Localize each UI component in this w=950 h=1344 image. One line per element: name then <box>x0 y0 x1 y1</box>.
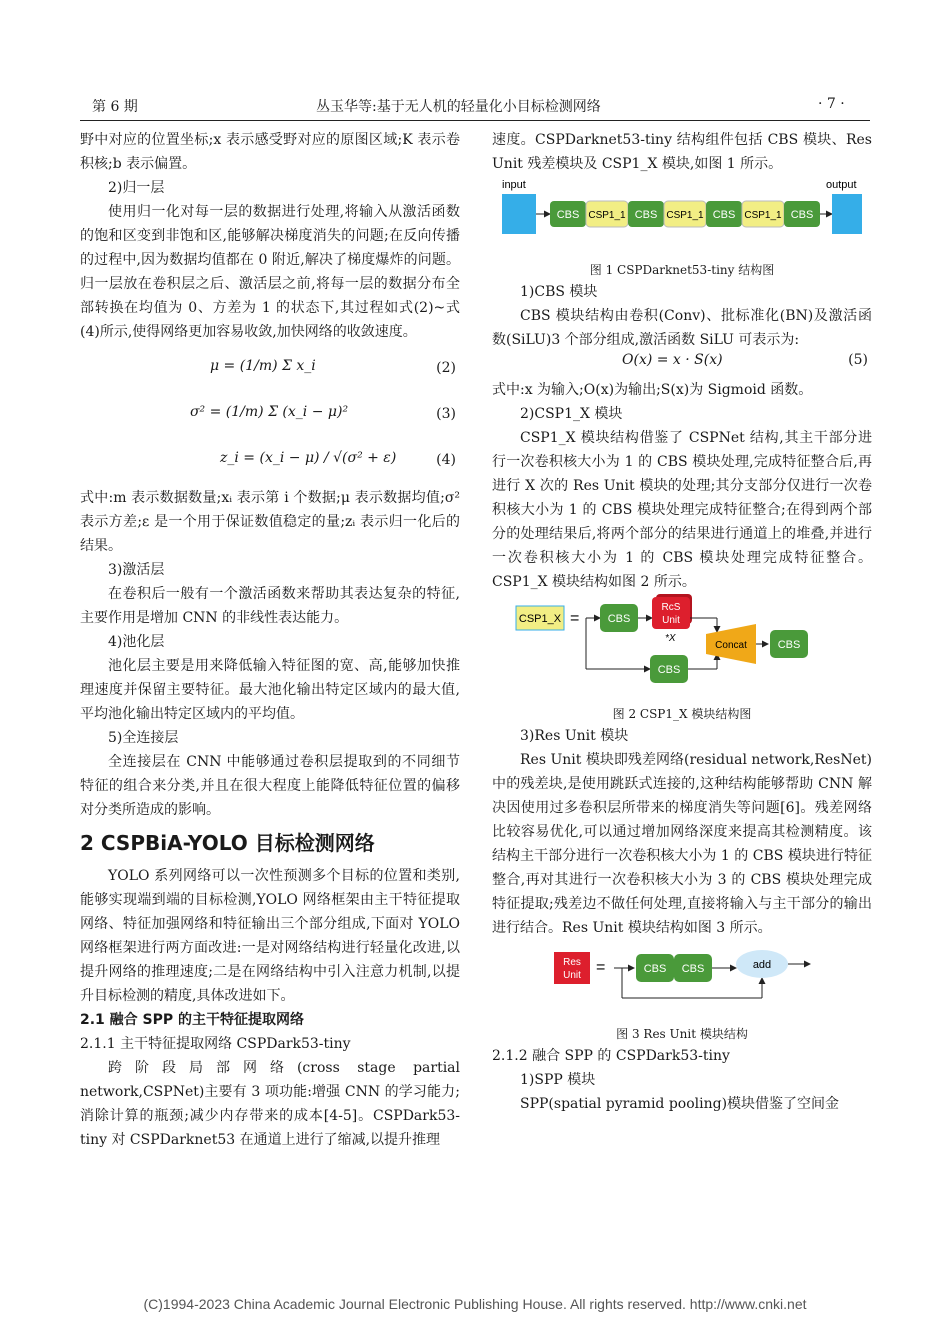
figure-text: CBS <box>790 209 814 221</box>
equation-number: (2) <box>436 360 456 376</box>
paragraph: 野中对应的位置坐标;x 表示感受野对应的原图区域;K 表示卷积核;b 表示偏置。 <box>80 132 460 172</box>
equation-2 <box>80 348 460 394</box>
figure-text: CSP1_1 <box>666 210 704 221</box>
subsubsection-title: 2.1.1 主干特征提取网络 CSPDark53-tiny <box>80 1036 351 1052</box>
figure-text: CBS <box>556 209 580 221</box>
subsection-heading: 3)激活层 <box>108 562 165 578</box>
subsection-title: 2.1 融合 SPP 的主干特征提取网络 <box>80 1012 305 1028</box>
equation-3 <box>80 394 460 440</box>
figure-caption: 图 3 Res Unit 模块结构 <box>616 1027 748 1041</box>
figure-text: CBS <box>634 209 658 221</box>
figure-text: Unit <box>662 615 680 626</box>
figure-text: CBS <box>681 963 705 975</box>
figure-text: *X <box>665 633 676 644</box>
paragraph: CSP1_X 模块结构借鉴了 CSPNet 结构,其主干部分进行一次卷积核大小为 1 的 CBS 模块处理,完成特征整合后,再进行 X 次的 Res Unit 模块的处理;其分支部分仅进行一次卷积核大小为 1 的 CBS 模块处理完成特征整合;在得到两个部分的处理结果后,将两个部分的结果进行通道上的堆叠,并进行一次卷积核大小为 1 的 CBS 模块处理完成特征整合。CSP1_X 模块结构如图 2 所示。 <box>492 430 872 590</box>
figure-text: CSP1_X <box>518 613 562 625</box>
figure-text: Unit <box>563 970 581 981</box>
left-column <box>80 128 460 1152</box>
paragraph: 式中:m 表示数据数量;xᵢ 表示第 i 个数据;μ 表示数据均值;σ² 表示方差;ε 是一个用于保证数值稳定的量;zᵢ 表示归一化后的结果。 <box>80 490 460 554</box>
figure-text: CSP1_1 <box>744 210 782 221</box>
right-column <box>492 128 872 1116</box>
output-block <box>832 194 862 234</box>
page-number: · 7 · <box>818 96 845 112</box>
equation-number: (4) <box>436 452 456 468</box>
figure-text: CBS <box>712 209 736 221</box>
figure-text: add <box>752 959 772 971</box>
paragraph: Res Unit 模块即残差网络(residual network,ResNet)中的残差块,是使用跳跃式连接的,这种结构能够帮助 CNN 解决因使用过多卷积层所带来的梯度消失等问题[6]。残差网络比较容易优化,可以通过增加网络深度来提高其检测精度。该结构主干部分进行一次卷积核大小为 1 的 CBS 模块进行特征整合,再对其进行一次卷积核大小为 3 的 CBS 模块处理完成特征提取;残差边不做任何处理,直接将输入与主干部分的输出进行结合。Res Unit 模块结构如图 3 所示。 <box>492 752 872 936</box>
figure-text: CBS <box>777 639 801 651</box>
subsection-heading: 3)Res Unit 模块 <box>520 728 629 744</box>
paragraph: 全连接层在 CNN 中能够通过卷积层提取到的不同细节特征的组合来分类,并且在很大程度上能降低特征位置的偏移对分类所造成的影响。 <box>80 754 460 818</box>
equation-4 <box>80 440 460 486</box>
equation-body: μ = (1/m) Σ x_i <box>210 358 316 374</box>
figure-text: input <box>502 179 526 191</box>
subsection-heading: 1)SPP 模块 <box>520 1072 596 1088</box>
subsection-heading: 2)CSP1_X 模块 <box>520 406 623 422</box>
subsection-heading: 5)全连接层 <box>108 730 179 746</box>
figure-caption: 图 2 CSP1_X 模块结构图 <box>612 707 752 721</box>
equation-body: σ² = (1/m) Σ (x_i − μ)² <box>190 404 349 420</box>
paragraph: 跨阶段局部网络(cross stage partial network,CSPNet)主要有 3 项功能:增强 CNN 的学习能力;消除计算的瓶颈;减少内存带来的成本[4-5]。CSPDark53-tiny 对 CSPDarknet53 在通道上进行了缩减,以提升推理 <box>80 1060 460 1148</box>
equation-number: (3) <box>436 406 456 422</box>
figure-text: Res <box>563 957 581 968</box>
paragraph: 在卷积后一般有一个激活函数来帮助其表达复杂的特征,主要作用是增加 CNN 的非线性表达能力。 <box>80 586 460 626</box>
equation-number: (5) <box>848 352 868 368</box>
header-rule <box>80 120 870 121</box>
figure-text: Concat <box>715 640 747 651</box>
paragraph: 速度。CSPDarknet53-tiny 结构组件包括 CBS 模块、Res Unit 残差模块及 CSP1_X 模块,如图 1 所示。 <box>492 132 872 172</box>
subsection-heading: 4)池化层 <box>108 634 165 650</box>
input-block <box>502 194 536 234</box>
equation-body: O(x) = x · S(x) <box>622 352 723 368</box>
figure-1-diagram <box>492 176 872 256</box>
figure-text: = <box>570 610 580 627</box>
issue-number: 第 6 期 <box>92 99 138 115</box>
paragraph: YOLO 系列网络可以一次性预测多个目标的位置和类别,能够实现端到端的目标检测,YOLO 网络框架由主干特征提取网络、特征加强网络和特征输出三个部分组成,下面对 YOLO 网络框架进行两方面改进:一是对网络结构进行轻量化改进,以提升网络的推理速度;二是在网络结构中引入注意力机制,以提升目标检测的精度,具体改进如下。 <box>80 868 460 1004</box>
figure-caption: 图 1 CSPDarknet53-tiny 结构图 <box>589 263 775 277</box>
subsubsection-title: 2.1.2 融合 SPP 的 CSPDark53-tiny <box>492 1048 730 1064</box>
paragraph: 式中:x 为输入;O(x)为输出;S(x)为 Sigmoid 函数。 <box>492 382 813 398</box>
paragraph: 使用归一化对每一层的数据进行处理,将输入从激活函数的饱和区变到非饱和区,能够解决梯度消失的问题;在反向传播的过程中,因为数据均值都在 0 附近,解决了梯度爆炸的问题。归一层放在卷积层之后、激活层之前,将每一层的数据分布全部转换在均值为 0、方差为 1 的状态下,其过程如式(2)~式(4)所示,使得网络更加容易收敛,加快网络的收敛速度。 <box>80 204 460 340</box>
running-title: 丛玉华等:基于无人机的轻量化小目标检测网络 <box>316 99 601 115</box>
figure-text: = <box>596 959 606 976</box>
subsection-heading: 2)归一层 <box>108 180 165 196</box>
equation-body: z_i = (x_i − μ) / √(σ² + ε) <box>220 450 397 466</box>
figure-2-diagram <box>492 594 872 700</box>
figure-text: CBS <box>643 963 667 975</box>
copyright-footer: (C)1994-2023 China Academic Journal Electronic Publishing House. All rights reserved. http://www.cnki.net <box>143 1296 807 1312</box>
figure-text: CBS <box>607 613 631 625</box>
figure-text: RcS <box>661 602 681 613</box>
figure-text: CSP1_1 <box>588 210 626 221</box>
equation-5 <box>492 352 872 378</box>
subsection-heading: 1)CBS 模块 <box>520 284 598 300</box>
figure-text: output <box>826 179 857 191</box>
paragraph: CBS 模块结构由卷积(Conv)、批标准化(BN)及激活函数(SiLU)3 个部分组成,激活函数 SiLU 可表示为: <box>492 308 872 348</box>
paragraph: 池化层主要是用来降低输入特征图的宽、高,能够加快推理速度并保留主要特征。最大池化输出特定区域内的最大值,平均池化输出特定区域内的平均值。 <box>80 658 460 722</box>
figure-text: CBS <box>657 664 681 676</box>
paragraph: SPP(spatial pyramid pooling)模块借鉴了空间金 <box>520 1096 840 1112</box>
figure-3-diagram <box>492 940 872 1020</box>
section-heading: 2 CSPBiA-YOLO 目标检测网络 <box>80 831 375 855</box>
